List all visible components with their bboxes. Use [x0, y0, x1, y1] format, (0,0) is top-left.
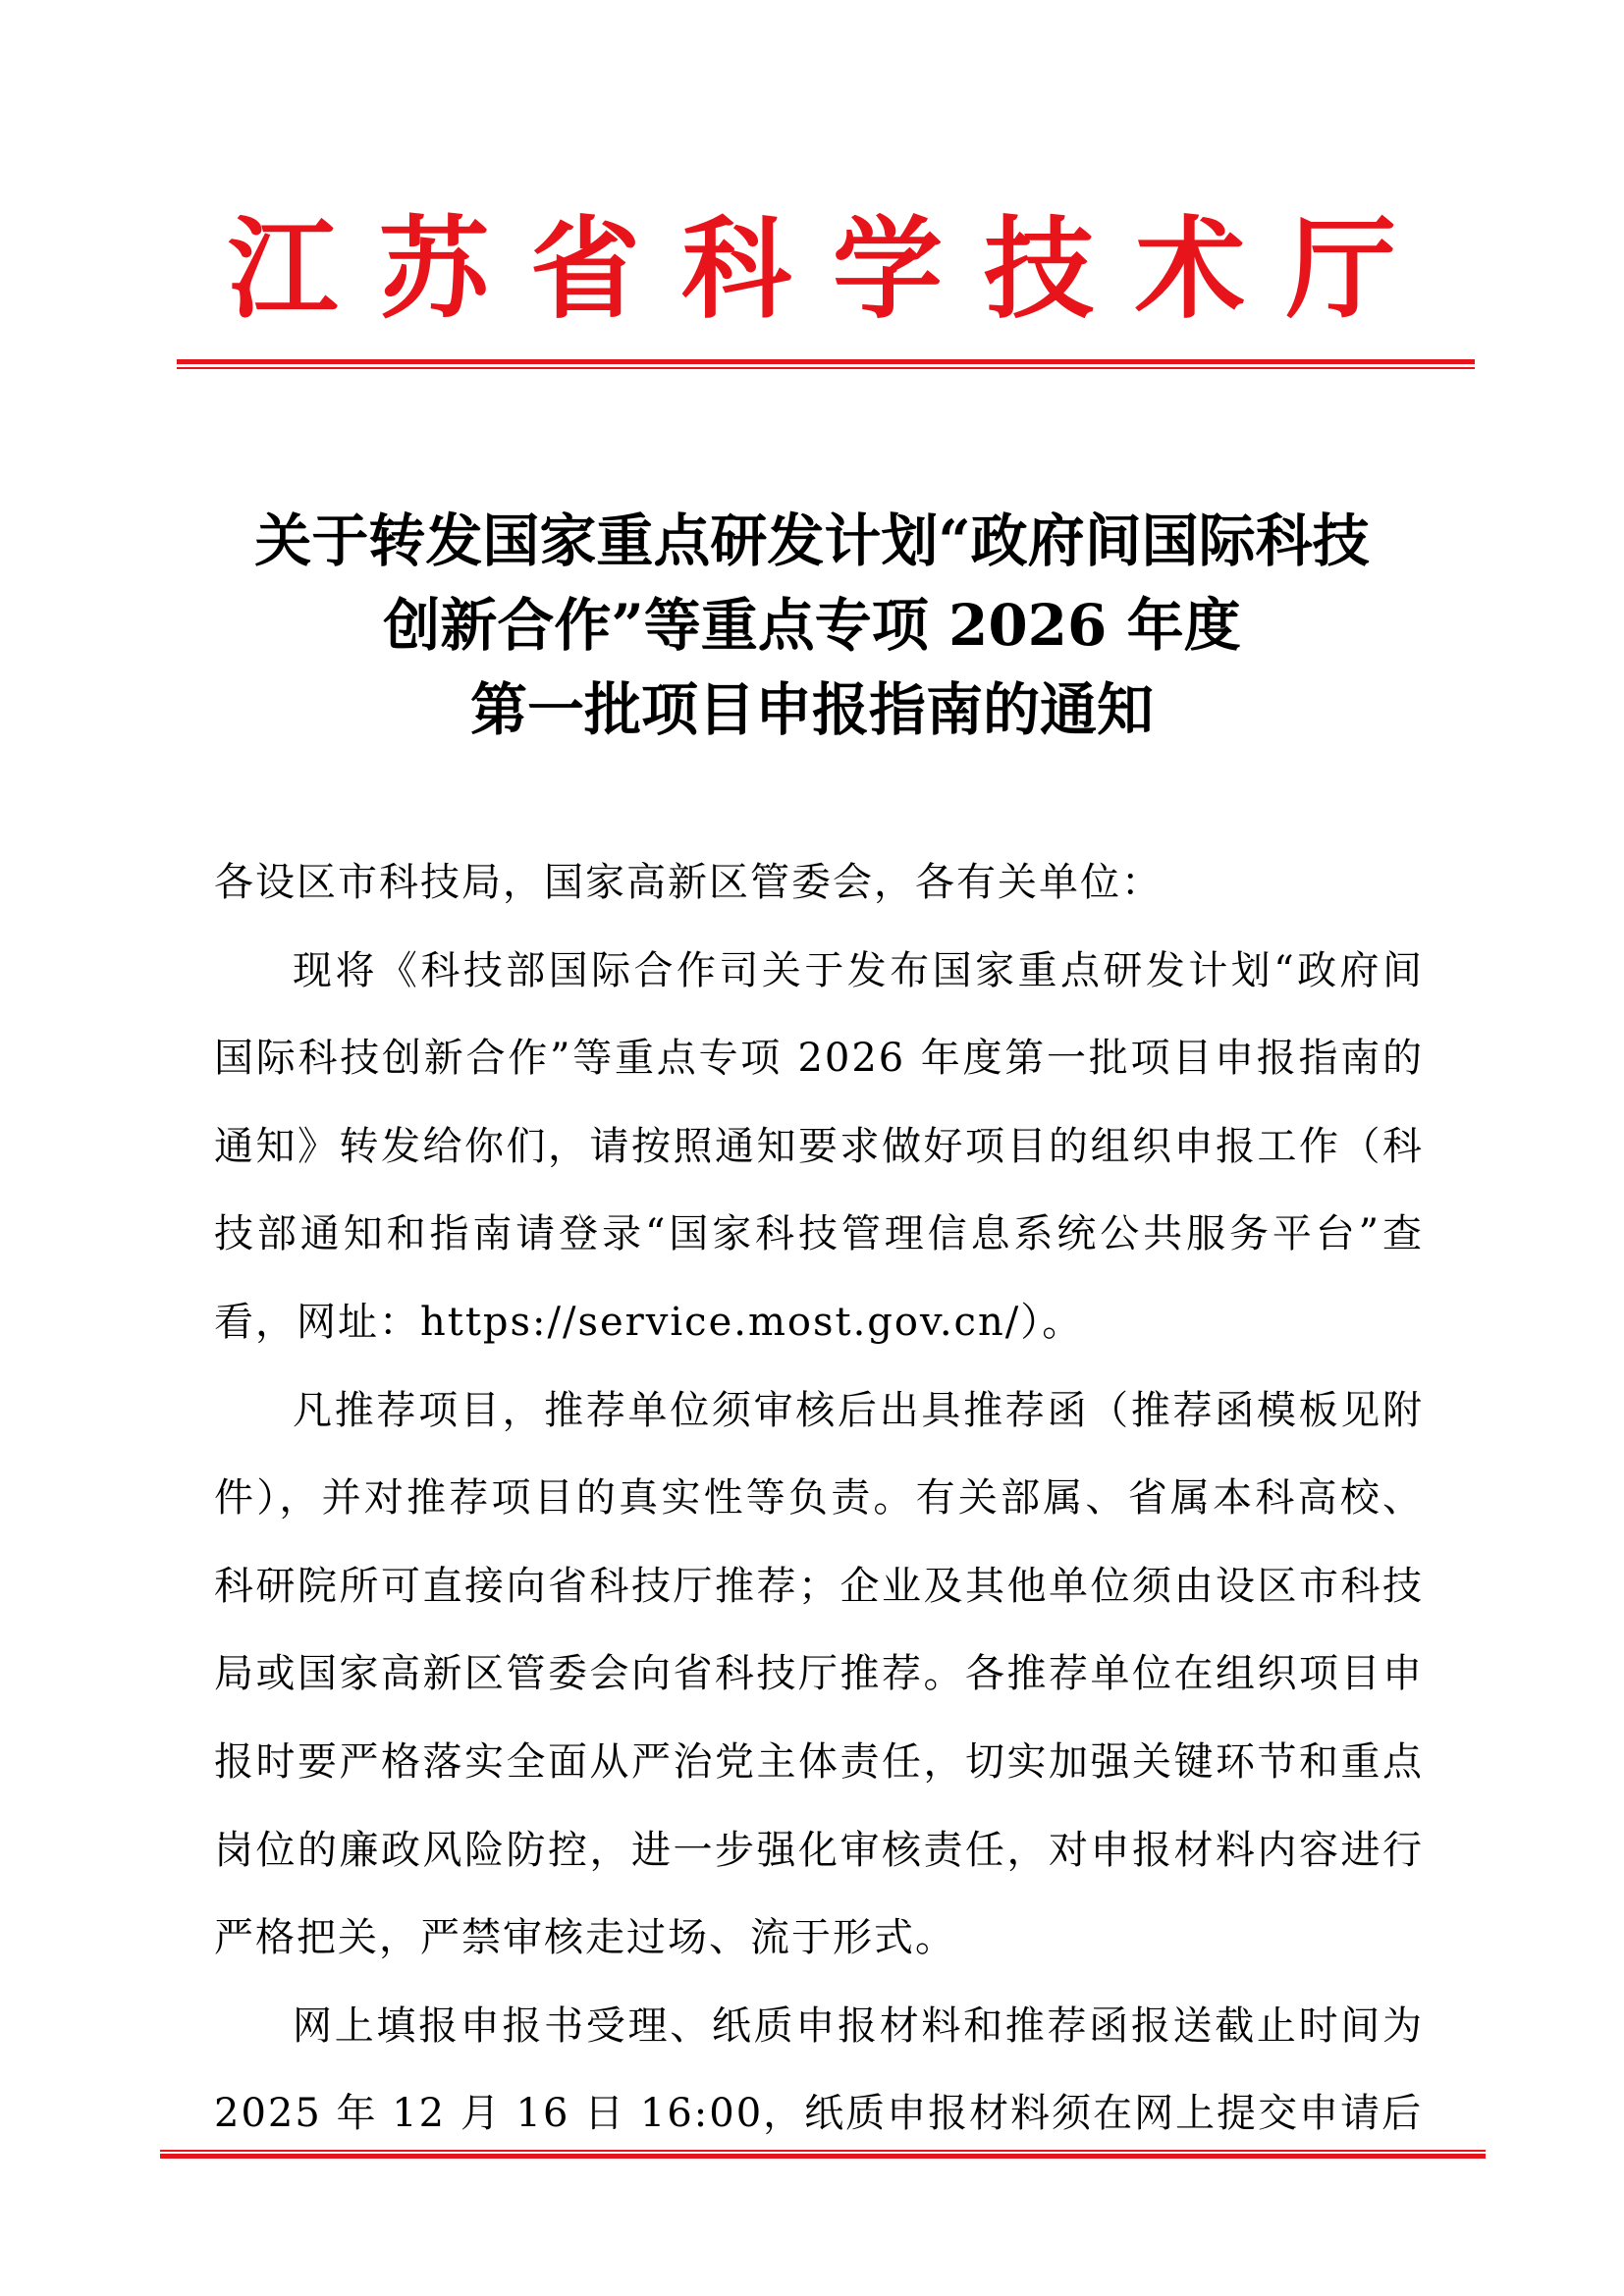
paragraph-deadline: 网上填报申报书受理、纸质申报材料和推荐函报送截止时间为 2025 年 12 月 16 日 16:00，纸质申报材料须在网上提交申请后	[214, 2002, 1424, 2137]
title-line-3: 第一批项目申报指南的通知	[469, 676, 1154, 743]
red-rule-thick	[177, 359, 1475, 364]
footer-rule-thick	[160, 2154, 1486, 2159]
red-rule-thin	[177, 367, 1475, 369]
paragraph-forwarding-notice: 现将《科技部国际合作司关于发布国家重点研发计划“政府间国际科技创新合作”等重点专项 2026 年度第一批项目申报指南的通知》转发给你们，请按照通知要求做好项目的组织申报工作（科技部通知和指南请登录“国家科技管理信息系统公共服务平台”查看，网址：https://service.most.gov.cn/）。	[214, 947, 1424, 1345]
document-title	[157, 499, 1467, 752]
footer-rule-thin	[160, 2150, 1486, 2152]
letterhead-org-name: 江苏省科学技术厅	[228, 206, 1437, 334]
title-line-1: 关于转发国家重点研发计划“政府间国际科技	[254, 507, 1370, 574]
paragraph-recommendation-requirements: 凡推荐项目，推荐单位须审核后出具推荐函（推荐函模板见附件），并对推荐项目的真实性等负责。有关部属、省属本科高校、科研院所可直接向省科技厅推荐；企业及其他单位须由设区市科技局或国家高新区管委会向省科技厅推荐。各推荐单位在组织项目申报时要严格落实全面从严治党主体责任，切实加强关键环节和重点岗位的廉政风险防控，进一步强化审核责任，对申报材料内容进行严格把关，严禁审核走过场、流于形式。	[214, 1387, 1424, 1961]
salutation: 各设区市科技局，国家高新区管委会，各有关单位：	[214, 860, 1163, 905]
title-line-2: 创新合作”等重点专项 2026 年度	[383, 592, 1241, 659]
footer-red-rule	[160, 2150, 1486, 2160]
letterhead-red-rule	[177, 359, 1475, 369]
document-body	[214, 839, 1424, 2159]
